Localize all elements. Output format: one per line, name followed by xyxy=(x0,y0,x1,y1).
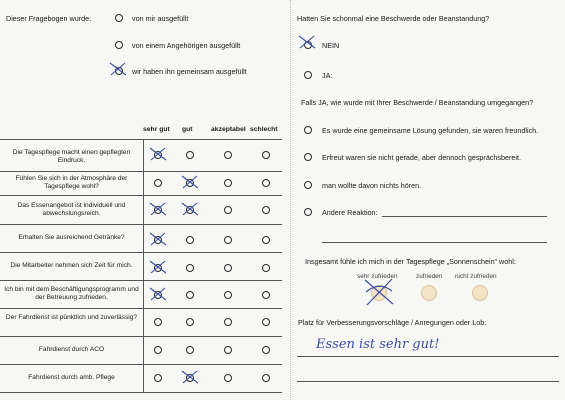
row-divider xyxy=(0,280,282,281)
option-relative-filled: von einem Angehörigen ausgefüllt xyxy=(132,41,241,50)
question-7: Der Fahrdienst ist pünktlich und zuverlässig? xyxy=(5,314,138,321)
rating-radio-gut[interactable] xyxy=(186,291,194,299)
row-divider xyxy=(0,195,282,196)
rating-radio-akzeptabel[interactable] xyxy=(224,206,232,214)
other-reaction-line[interactable] xyxy=(382,216,547,217)
complaint-question: Hatten Sie schonmal eine Beschwerde oder Beanstandung? xyxy=(297,14,490,23)
rating-radio-akzeptabel[interactable] xyxy=(224,236,232,244)
radio-handling-3[interactable] xyxy=(304,181,312,189)
row-divider xyxy=(0,171,282,172)
other-reaction-line-2[interactable] xyxy=(322,242,547,243)
question-5: Die Mitarbeiter nehmen sich Zeit für mich. xyxy=(10,262,133,269)
rating-radio-akzeptabel[interactable] xyxy=(224,346,232,354)
rating-radio-schlecht[interactable] xyxy=(262,291,270,299)
rating-radio-gut[interactable] xyxy=(186,179,194,187)
row-divider xyxy=(0,308,282,309)
question-3: Das Essenangebot ist individuell und abwechslungsreich. xyxy=(17,202,126,218)
rating-radio-schlecht[interactable] xyxy=(262,179,270,187)
rating-radio-sehr-gut[interactable] xyxy=(154,374,162,382)
row-divider xyxy=(0,336,282,337)
question-9: Fahrdienst durch amb. Pflege xyxy=(28,374,115,381)
header-akzeptabel: akzeptabel xyxy=(211,126,246,133)
rating-radio-gut[interactable] xyxy=(186,236,194,244)
handwritten-comment: Essen ist sehr gut! xyxy=(316,337,440,352)
radio-self-filled[interactable] xyxy=(115,14,123,22)
rating-radio-gut[interactable] xyxy=(186,374,194,382)
row-divider xyxy=(0,364,282,365)
rating-radio-sehr-gut[interactable] xyxy=(154,206,162,214)
comment-line[interactable] xyxy=(297,356,559,357)
rating-radio-gut[interactable] xyxy=(186,151,194,159)
header-sehr-gut: sehr gut xyxy=(143,126,170,133)
option-handling-1: Es wurde eine gemeinsame Lösung gefunden, sie waren freundlich. xyxy=(322,126,539,135)
radio-together-filled[interactable] xyxy=(115,67,123,75)
rating-radio-akzeptabel[interactable] xyxy=(224,318,232,326)
handling-question: Falls JA, wie wurde mit Ihrer Beschwerde / Beanstandung umgegangen? xyxy=(301,98,534,107)
row-divider xyxy=(0,392,282,393)
rating-radio-sehr-gut[interactable] xyxy=(154,291,162,299)
rating-radio-gut[interactable] xyxy=(186,206,194,214)
rating-radio-schlecht[interactable] xyxy=(262,206,270,214)
rating-radio-schlecht[interactable] xyxy=(262,264,270,272)
smiley-happy-icon[interactable] xyxy=(421,285,437,301)
radio-complaint-yes[interactable] xyxy=(304,71,312,79)
option-complaint-yes: JA: xyxy=(322,71,333,80)
rating-radio-gut[interactable] xyxy=(186,264,194,272)
rating-radio-gut[interactable] xyxy=(186,346,194,354)
option-together-filled: wir haben ihn gemeinsam ausgefüllt xyxy=(132,67,247,76)
column-separator xyxy=(290,0,291,400)
radio-relative-filled[interactable] xyxy=(115,41,123,49)
label-nicht-zufrieden: nicht zufrieden xyxy=(455,273,497,280)
satisfaction-question: Insgesamt fühle ich mich in der Tagespflege „Sonnenschein“ wohl: xyxy=(305,257,516,266)
rating-radio-schlecht[interactable] xyxy=(262,318,270,326)
question-6: Ich bin mit dem Beschäftigungsprogramm und der Betreuung zufrieden. xyxy=(4,286,139,302)
option-self-filled: von mir ausgefüllt xyxy=(132,14,189,23)
row-divider xyxy=(0,224,282,225)
option-handling-3: man wollte davon nichts hören. xyxy=(322,181,422,190)
header-schlecht: schlecht xyxy=(250,126,278,133)
smiley-unhappy-icon[interactable] xyxy=(472,285,488,301)
radio-handling-other[interactable] xyxy=(304,208,312,216)
question-4: Erhalten Sie ausreichend Getränke? xyxy=(18,234,125,241)
rating-radio-schlecht[interactable] xyxy=(262,151,270,159)
rating-radio-sehr-gut[interactable] xyxy=(154,236,162,244)
rating-radio-akzeptabel[interactable] xyxy=(224,179,232,187)
rating-radio-gut[interactable] xyxy=(186,318,194,326)
rating-radio-sehr-gut[interactable] xyxy=(154,318,162,326)
intro-label: Dieser Fragebogen wurde: xyxy=(6,14,92,23)
comment-line-2[interactable] xyxy=(297,381,559,382)
rating-radio-akzeptabel[interactable] xyxy=(224,264,232,272)
question-1: Die Tagespflege macht einen gepflegten Eindruck. xyxy=(12,149,131,165)
label-zufrieden: zufrieden xyxy=(416,273,443,280)
question-8: Fahrdienst durch ACO xyxy=(38,346,105,353)
rating-radio-sehr-gut[interactable] xyxy=(154,151,162,159)
option-handling-2: Erfreut waren sie nicht gerade, aber dennoch gesprächsbereit. xyxy=(322,153,521,162)
rating-radio-akzeptabel[interactable] xyxy=(224,374,232,382)
column-divider xyxy=(143,139,144,392)
rating-radio-akzeptabel[interactable] xyxy=(224,151,232,159)
rating-radio-schlecht[interactable] xyxy=(262,346,270,354)
question-2: Fühlen Sie sich in der Atmosphäre der Tagespflege wohl? xyxy=(15,175,128,191)
option-complaint-no: NEIN xyxy=(322,41,340,50)
rating-radio-schlecht[interactable] xyxy=(262,374,270,382)
rating-radio-schlecht[interactable] xyxy=(262,236,270,244)
option-handling-other: Andere Reaktion: xyxy=(322,208,378,217)
rating-radio-akzeptabel[interactable] xyxy=(224,291,232,299)
radio-complaint-no[interactable] xyxy=(304,41,312,49)
rating-radio-sehr-gut[interactable] xyxy=(154,264,162,272)
label-sehr-zufrieden: sehr zufrieden xyxy=(357,273,398,280)
pen-cross-mark xyxy=(363,277,395,307)
row-divider xyxy=(0,139,282,140)
radio-handling-2[interactable] xyxy=(304,153,312,161)
rating-radio-sehr-gut[interactable] xyxy=(154,179,162,187)
suggestions-label: Platz für Verbesserungsvorschläge / Anregungen oder Lob: xyxy=(298,318,487,327)
radio-handling-1[interactable] xyxy=(304,126,312,134)
rating-radio-sehr-gut[interactable] xyxy=(154,346,162,354)
header-gut: gut xyxy=(182,126,193,133)
row-divider xyxy=(0,252,282,253)
